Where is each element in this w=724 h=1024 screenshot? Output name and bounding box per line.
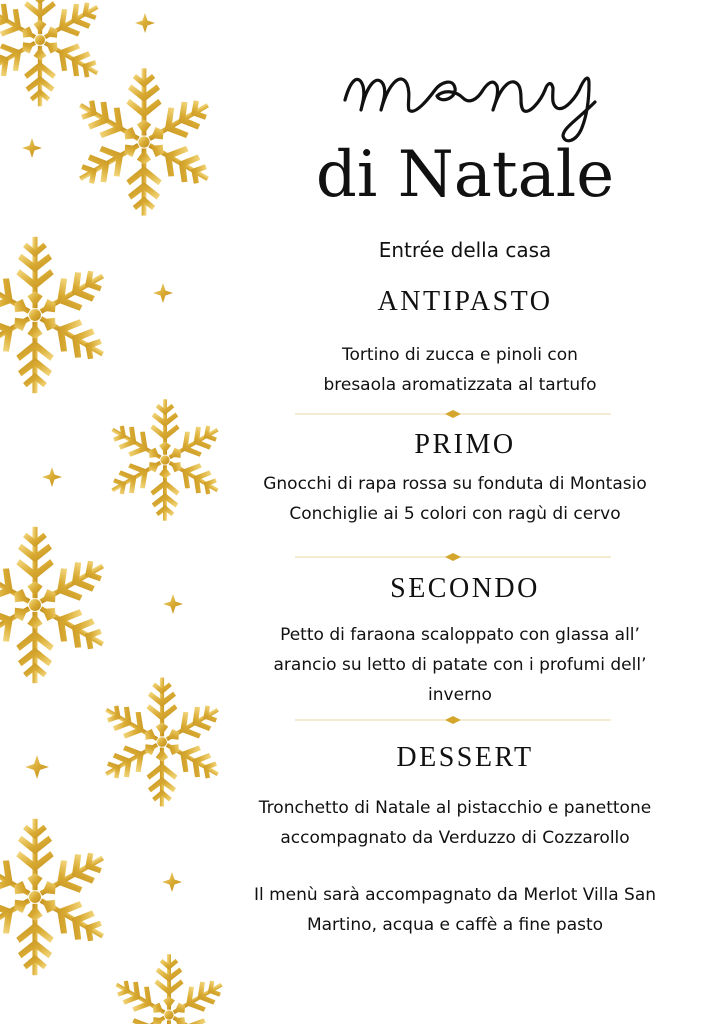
menu-content [215,0,675,1024]
section-heading-secondo: SECONDO [390,573,540,604]
section-text-dessert [215,793,675,853]
sparkle-star-icon [21,137,43,159]
menu-line: accompagnato da Verduzzo di Cozzarollo [280,828,630,848]
section-heading-dessert: DESSERT [396,742,534,773]
sparkle-star-icon [134,12,156,34]
section-text-secondo [215,620,675,710]
menu-script-title [337,38,627,148]
divider-line [295,715,611,725]
menu-line: inverno [428,685,492,705]
sparkle-star-icon [152,282,174,304]
section-heading-antipasto: ANTIPASTO [377,286,553,317]
menu-line: arancio su letto di patate con i profumi dell’ [273,655,647,675]
menu-line: Gnocchi di rapa rossa su fonduta di Montasio [263,474,647,494]
snowflake-icon [64,62,224,222]
menu-line: Conchiglie ai 5 colori con ragù di cervo [289,504,621,524]
snowflake-icon [0,520,120,690]
sparkle-star-icon [24,754,50,780]
menu-title: di Natale [315,138,615,212]
section-text-primo [215,469,675,529]
entree-text: Entrée della casa [378,238,552,262]
section-text-antipasto [215,340,675,400]
section-heading-primo: PRIMO [414,429,516,460]
snowflake-icon [100,395,230,525]
menu-line: Petto di faraona scaloppato con glassa all’ [280,625,640,645]
menu-line: Tortino di zucca e pinoli con [342,345,578,365]
sparkle-star-icon [41,466,63,488]
menu-line: Tronchetto di Natale al pistacchio e panettone [258,798,652,818]
svg-text:menu: menu [337,108,340,109]
sparkle-star-icon [162,593,184,615]
snowflake-icon [0,812,120,982]
snowflake-icon [92,672,232,812]
snowflake-icon [0,230,120,400]
divider-line [295,552,611,562]
menu-line: Martino, acqua e caffè a fine pasto [306,915,604,935]
menu-line: Il menù sarà accompagnato da Merlot Villa San [253,885,657,905]
footer-note [215,880,675,940]
divider-line [295,409,611,419]
sparkle-star-icon [161,871,183,893]
menu-line: bresaola aromatizzata al tartufo [323,375,597,395]
